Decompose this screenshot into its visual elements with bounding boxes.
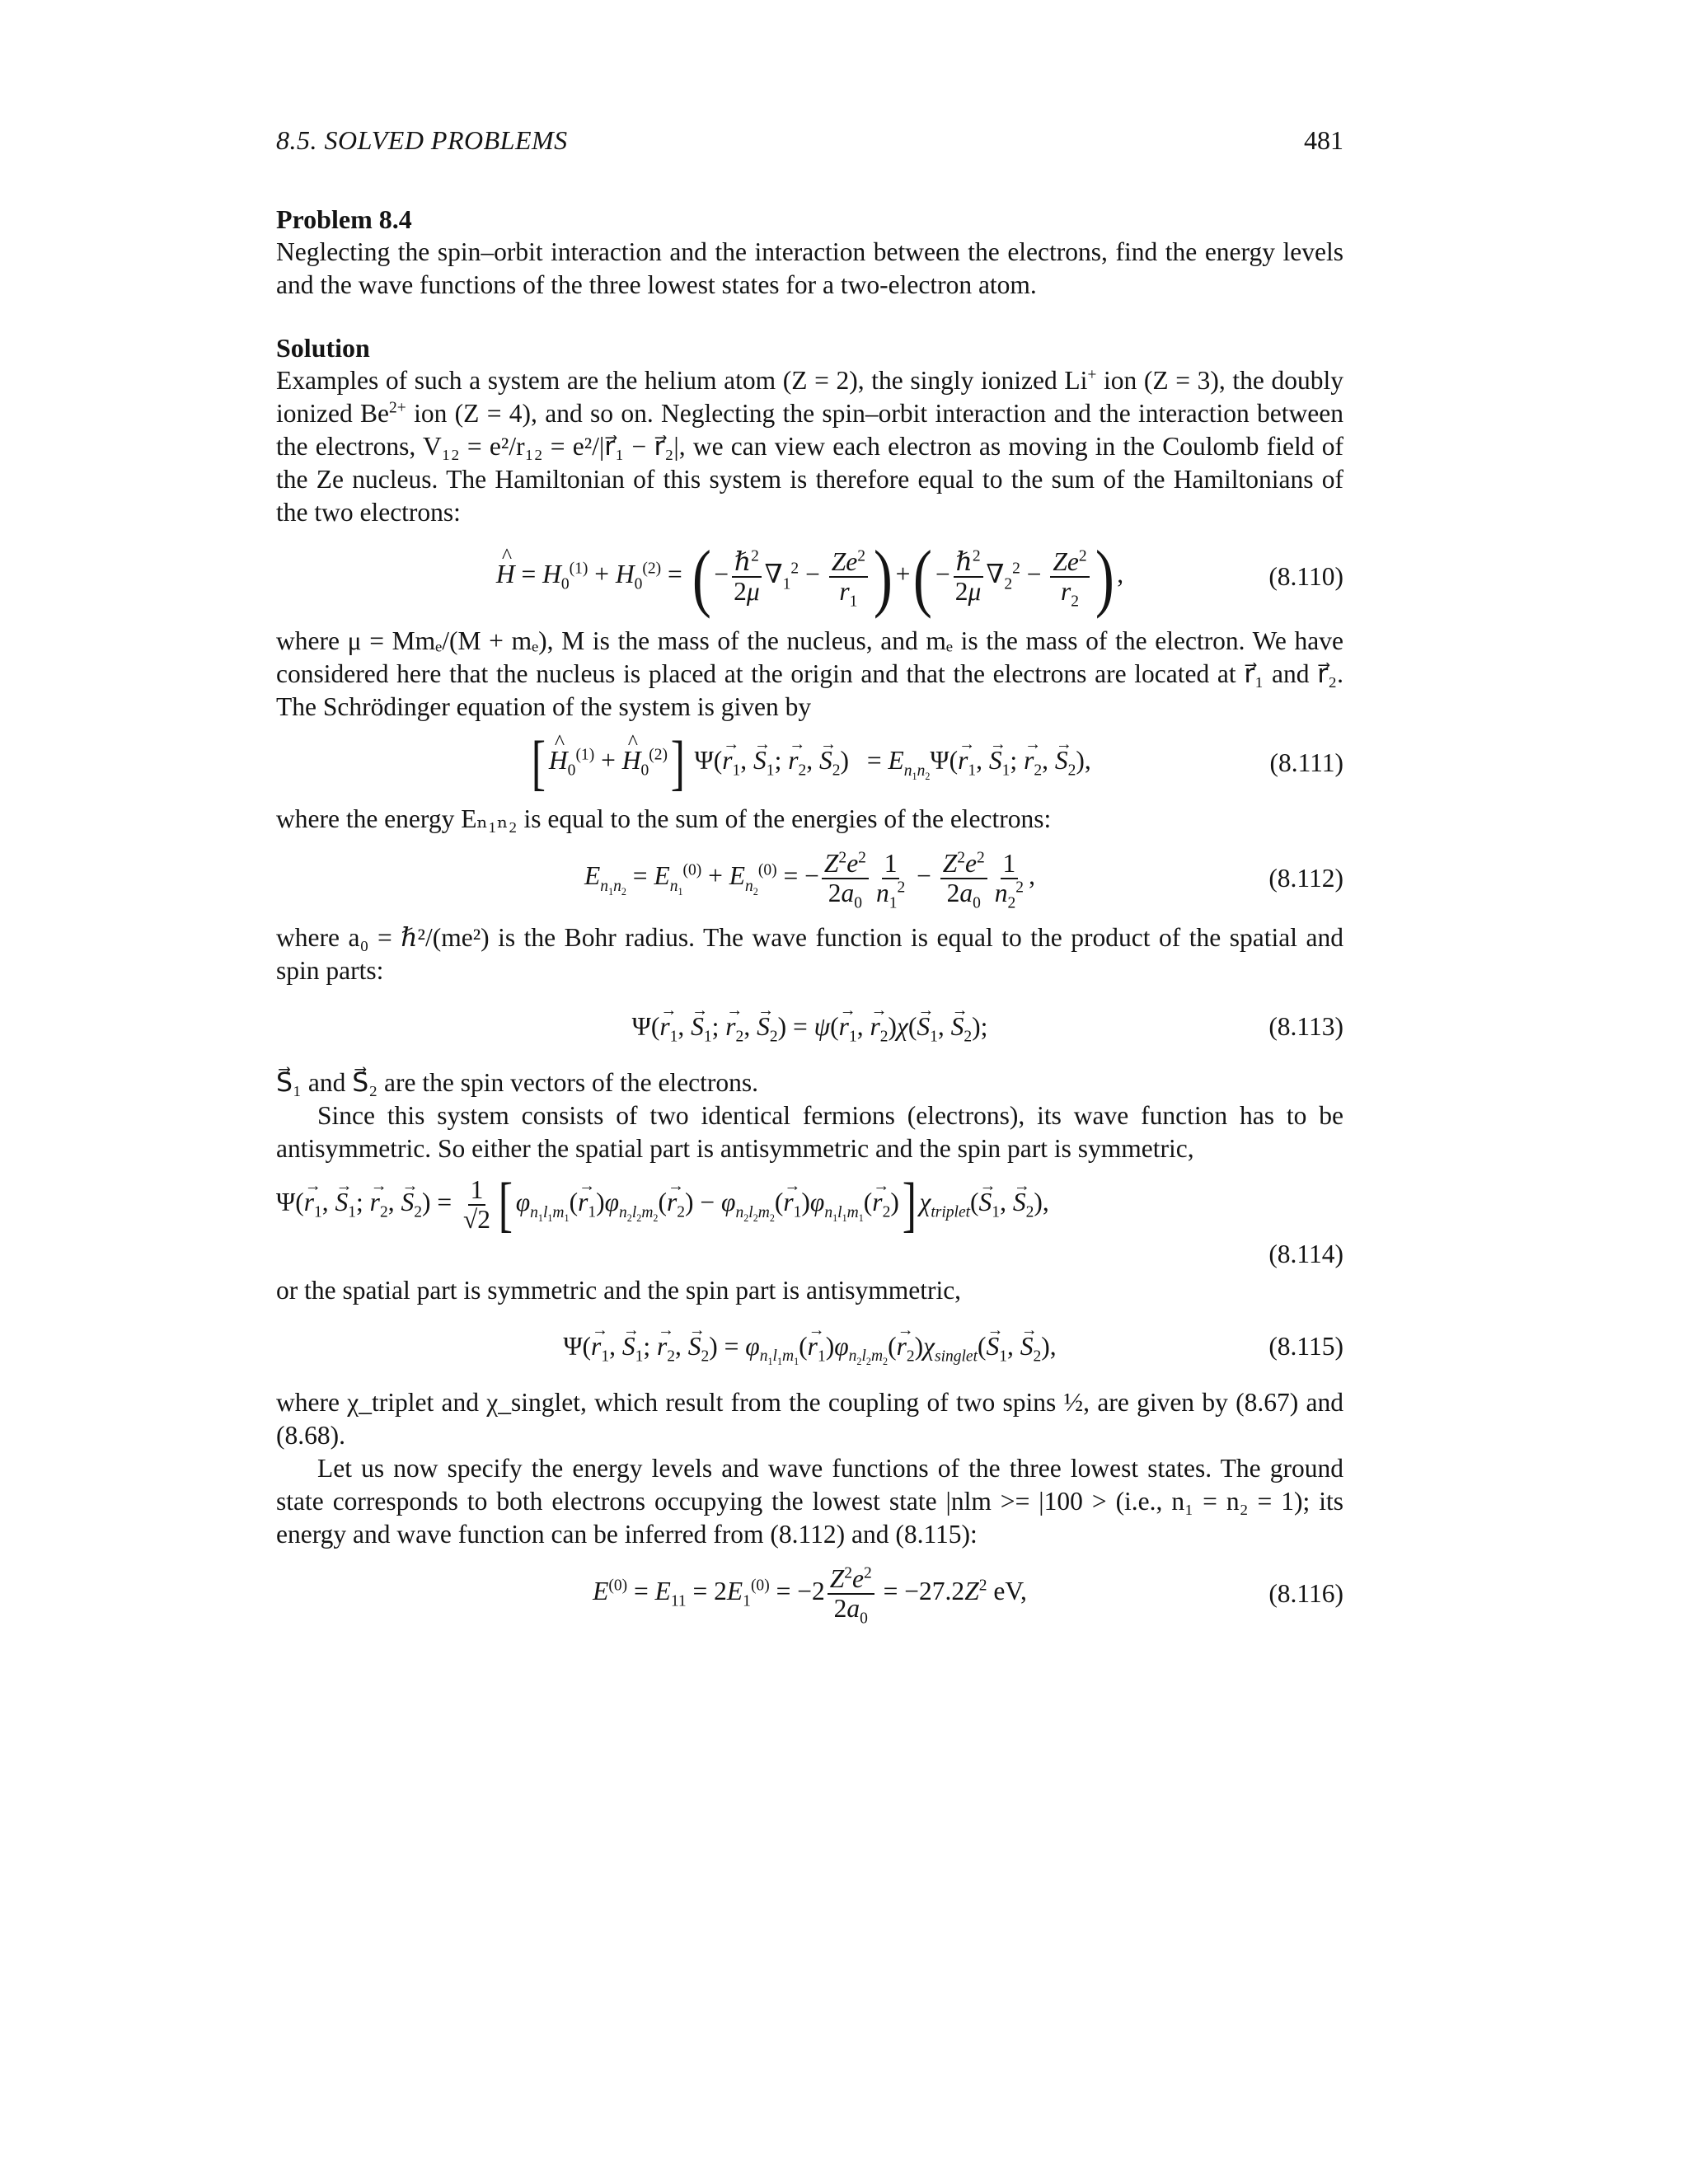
equation-number: (8.115) <box>1268 1332 1343 1361</box>
running-header <box>276 125 1343 162</box>
solution-paragraph-6: Since this system consists of two identical fermions (electrons), its wave function has to be antisymmetric. So either the spatial part is antisymmetric and the spin part is symmetric, <box>276 1101 1343 1163</box>
equation-number: (8.116) <box>1268 1579 1343 1608</box>
solution-paragraph-1: Examples of such a system are the helium atom (Z = 2), the singly ionized Li+ ion (Z = 3), the doubly ionized $Be^{2+}$ ion (Z = 4), and so on. Neglecting the spin–orbit interaction and the interaction between the electrons, V₁₂ = e²/r₁₂ = e²/|r⃗₁ − r⃗₂|, we can view each electron as moving in the Coulomb field of the Ze nucleus. The Hamiltonian of this system is therefore equal to the sum of the Hamiltonians of the two electrons: <box>276 366 1343 527</box>
equation-8-111 <box>276 724 1343 803</box>
equation-number: (8.113) <box>1268 1012 1343 1041</box>
problem-heading: Problem 8.4 <box>276 204 412 234</box>
page-body <box>276 203 1343 1637</box>
equation-number: (8.114) <box>1268 1240 1343 1268</box>
equation-number: (8.111) <box>1269 748 1343 777</box>
equation-8-113 <box>276 987 1343 1066</box>
equation-body: $\Psi(\to r_1$, → $S_1$; → $r_2$, → $S_2) = \psi(\to r_1$, → $r_2)\chi(\to S_1$, → $S_2$); <box>632 1010 988 1043</box>
equation-8-116 <box>276 1551 1343 1637</box>
solution-paragraph-8: where χ_triplet and χ_singlet, which result from the coupling of two spins ½, are given by (8.67) and (8.68). <box>276 1388 1343 1450</box>
solution-paragraph-7: or the spatial part is symmetric and the spin part is antisymmetric, <box>276 1276 962 1305</box>
solution-heading: Solution <box>276 333 370 363</box>
equation-number: (8.112) <box>1268 864 1343 893</box>
section-title: 8.5. SOLVED PROBLEMS <box>276 125 568 155</box>
solution-paragraph-3: where the energy Eₙ₁ₙ₂ is equal to the sum of the energies of the electrons: <box>276 804 1052 833</box>
equation-body: $E_{n_1n_2} = E_{n_1}^{(0)} + E_{n_2}^{(0)}$ = − $\frac{Z^2e^2}{2a_0}$ $\frac{1}{n_1^2}$ − $\frac{Z^2e^2}{2a_0}$ $\frac{1}{n_2^2}$ , <box>584 849 1035 912</box>
equation-8-115 <box>276 1307 1343 1386</box>
equation-body: [^ $H_0^{(1)}$ + ^ $H_0^{(2)}$] $\Psi(\to r_1$, → $S_1$; → $r_2$, → $S_2) = E_{n_1n_2}\Psi(\to r_1$, → $S_1$; → $r_2$, → $S_2$), <box>528 733 1090 794</box>
solution-paragraph-9: Let us now specify the energy levels and wave functions of the three lowest states. The ground state corresponds to both electrons occupying the lowest state |nlm >= |100 > (i.e., n₁ = n₂ = 1); its energy and wave function can be inferred from (8.112) and (8.115): <box>276 1454 1343 1549</box>
equation-body: $E^{(0)} = E_{11} = 2E_1^{(0)} = -2$ $\frac{Z^2e^2}{2a_0}$ = $-27.2Z^2$ eV, <box>593 1564 1027 1628</box>
solution-paragraph-5: S⃗₁ and S⃗₂ are the spin vectors of the electrons. <box>276 1068 759 1097</box>
problem-statement: Neglecting the spin–orbit interaction and the interaction between the electrons, find the energy levels and the wave functions of the three lowest states for a two-electron atom. <box>276 237 1343 299</box>
equation-8-114 <box>276 1172 1343 1271</box>
solution-paragraph-2: where μ = Mmₑ/(M + mₑ), M is the mass of the nucleus, and mₑ is the mass of the electron. We have considered here that the nucleus is placed at the origin and that the electrons are located at r⃗₁ and r⃗₂. The Schrödinger equation of the system is given by <box>276 626 1343 721</box>
equation-number: (8.110) <box>1268 562 1343 591</box>
equation-8-112 <box>276 836 1343 921</box>
equation-body: ^ $H = H_0^{(1)} + H_0^{(2)}$ = ( − $\frac{\hbar^2}{2\mu}$ $\nabla_1^2$ − $\frac{Ze^2}{r_1}$ ) +( − $\frac{\hbar^2}{2\mu}$ $\nabla_2^2$ − $\frac{Ze^2}{r_2}$ ) , <box>496 539 1123 615</box>
equation-8-110 <box>276 534 1343 620</box>
page-number: 481 <box>1304 125 1343 155</box>
solution-paragraph-4: where a₀ = ℏ²/(me²) is the Bohr radius. The wave function is equal to the product of the spatial and spin parts: <box>276 923 1343 985</box>
equation-body: $\Psi(\to r_1$, → $S_1$; → $r_2$, → $S_2$) = $\frac{1}{√2}$ [ $\varphi_{n_1l_1m_1}(\to r_1)\varphi_{n_2l_2m_2}(\to r_2) - \varphi_{n_2l_2m_2}(\to r_1)\varphi_{n_1l_1m_1}(\to r_2)$] $\chi_{triplet}(\to S_1$, → $S_2$), <box>276 1172 1343 1238</box>
equation-body: $\Psi(\to r_1$, → $S_1$; → $r_2$, → $S_2) = \varphi_{n_1l_1m_1}(\to r_1)\varphi_{n_2l_2m_2}(\to r_2)\chi_{singlet}(\to S_1$, → $S_2$), <box>563 1330 1056 1363</box>
